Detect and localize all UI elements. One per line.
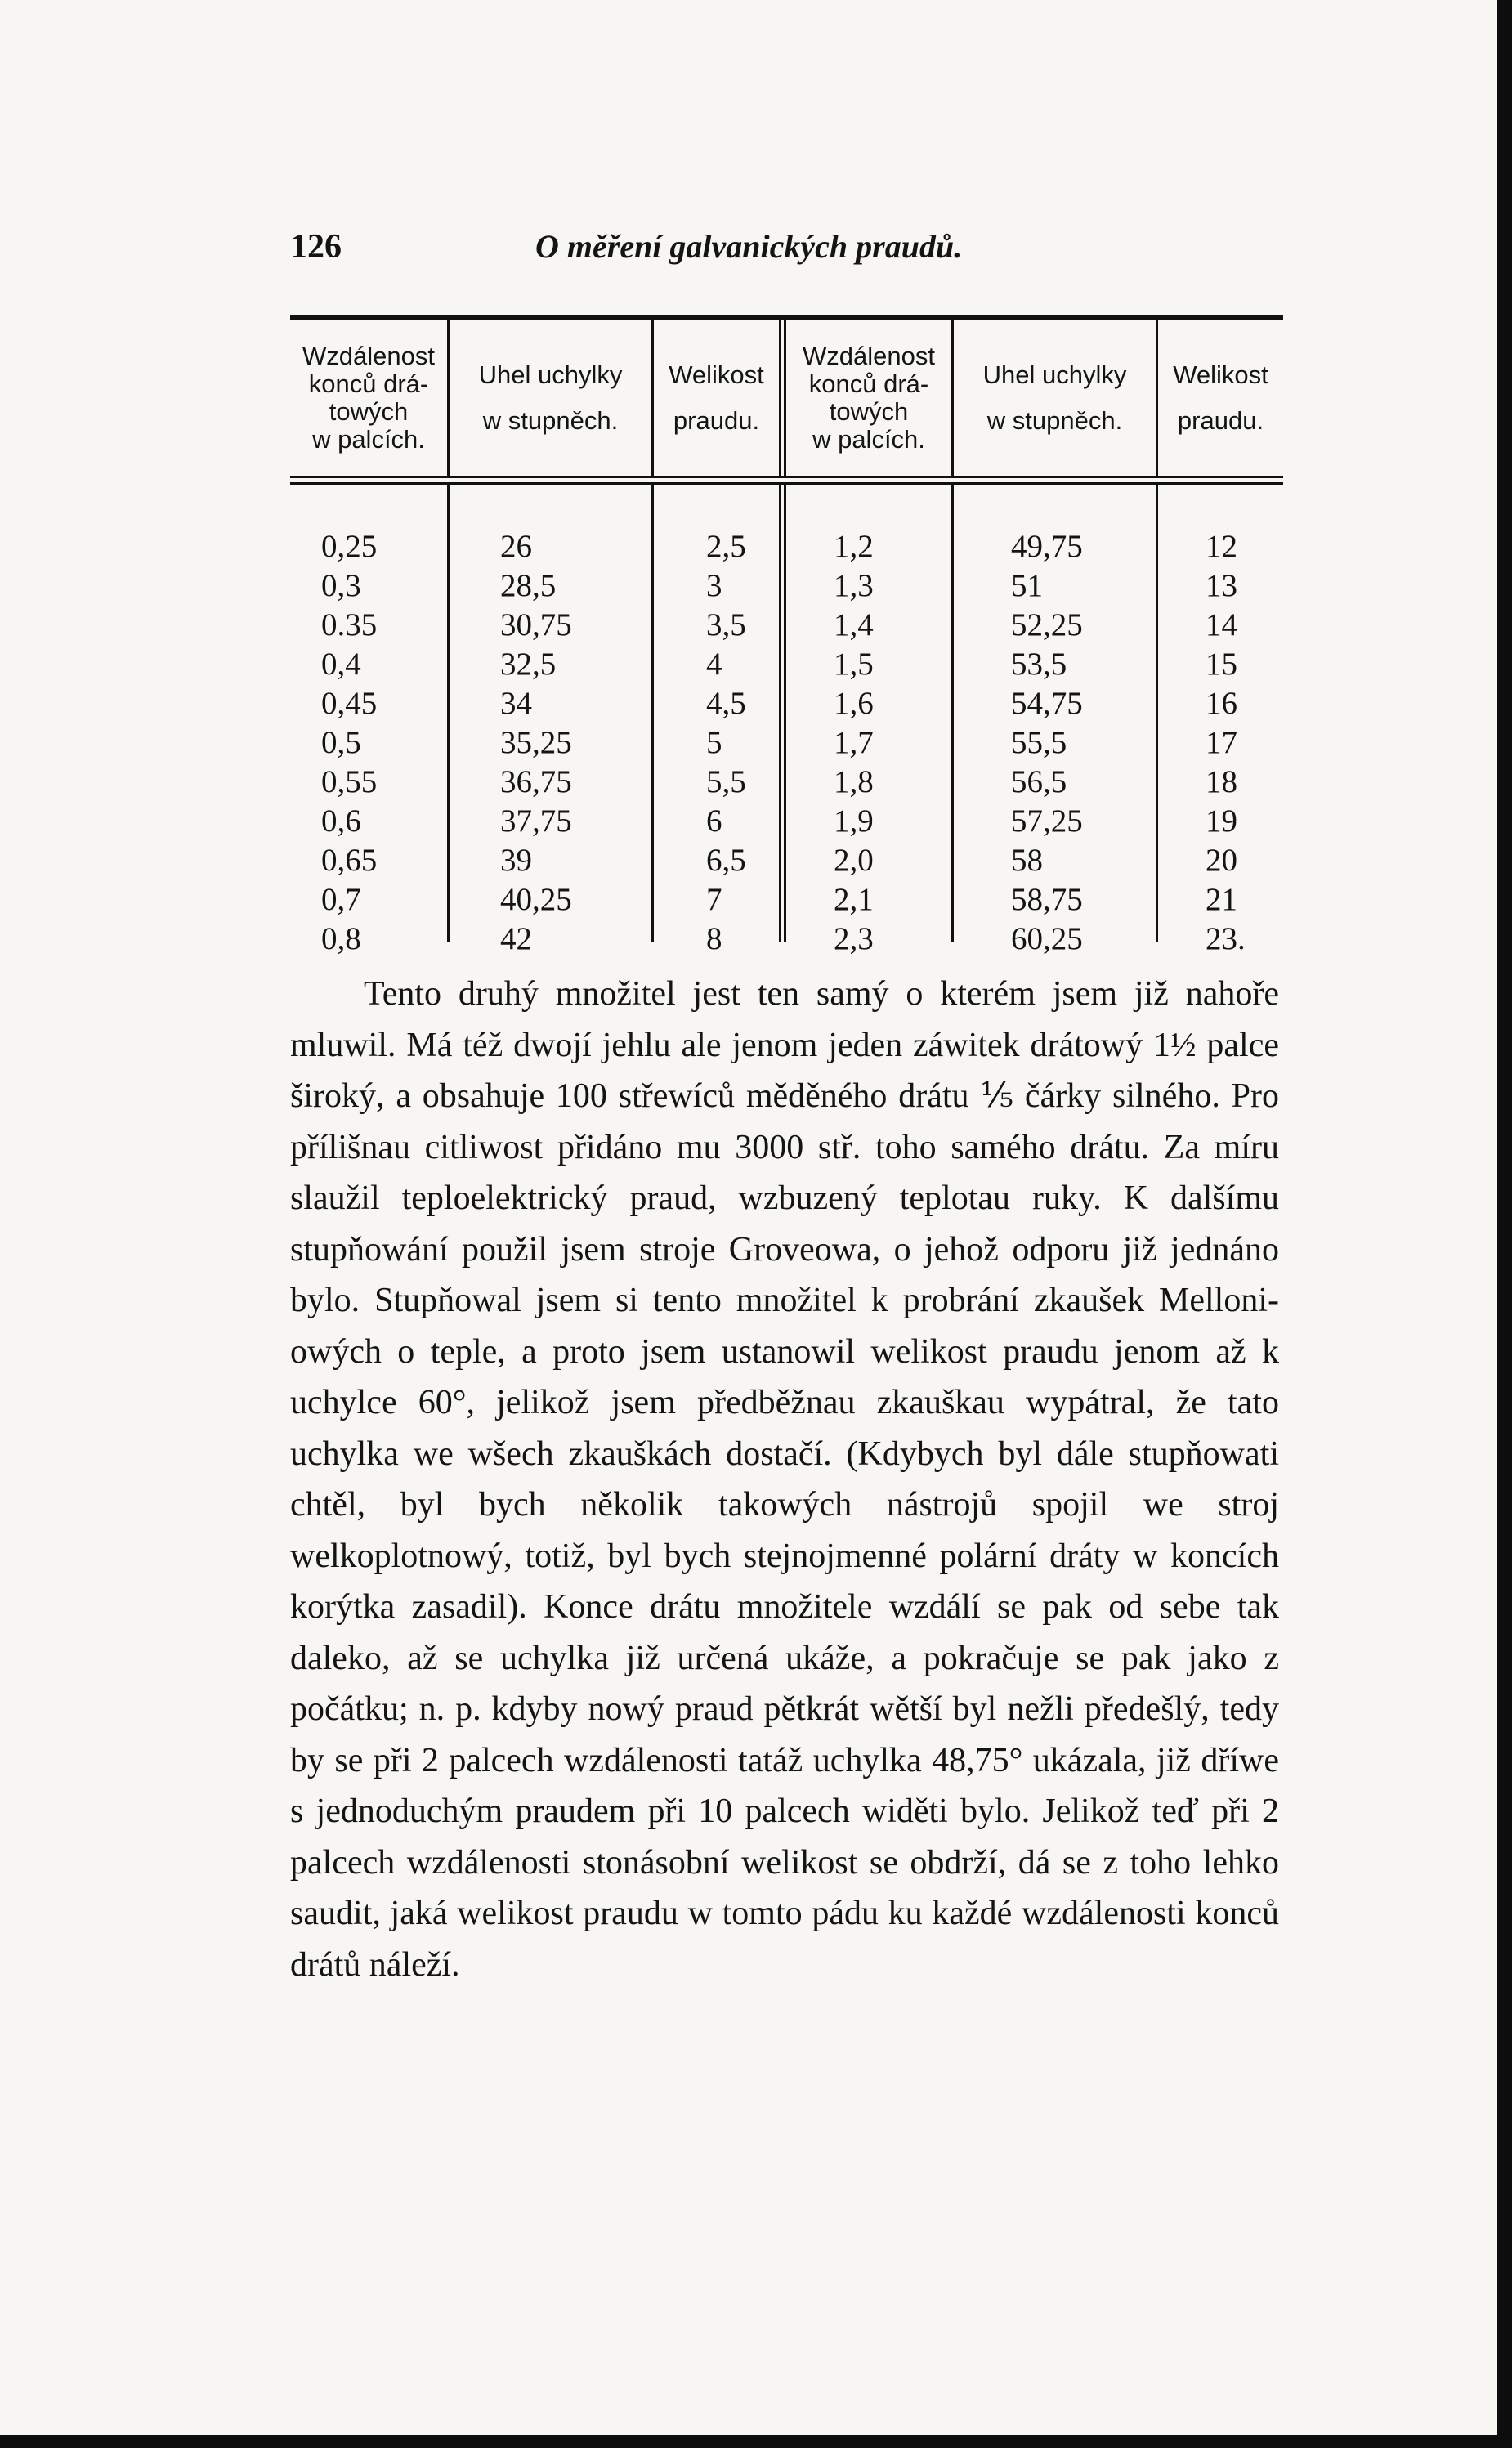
table-cell: 53,5: [1011, 647, 1067, 682]
table-cell: 57,25: [1011, 803, 1083, 839]
table-cell: 51: [1011, 568, 1043, 603]
column-angle-1: [450, 485, 654, 956]
table-cell: 40,25: [500, 882, 572, 917]
table-cell: 36,75: [500, 764, 572, 799]
table-cell: 12: [1206, 529, 1237, 564]
table-top-rule: [290, 315, 1283, 320]
table-cell: 55,5: [1011, 725, 1067, 760]
header-angle-1: Uhel uchylky w stupněch.: [450, 320, 654, 476]
table-cell: 1,7: [834, 725, 874, 760]
table-cell: 14: [1206, 607, 1237, 642]
header-angle-2: Uhel uchylky w stupněch.: [954, 320, 1158, 476]
table-cell: 3,5: [706, 607, 746, 642]
table-cell: 60,25: [1011, 921, 1083, 956]
table-cell: 0,8: [321, 921, 361, 956]
header-magnitude-2: Welikost praudu.: [1173, 360, 1268, 435]
measurement-table: [290, 315, 1283, 956]
scan-border-bottom: [0, 2435, 1512, 2448]
scan-border-right: [1497, 0, 1512, 2448]
table-cell: 0,25: [321, 529, 378, 564]
table-cell: 58: [1011, 843, 1043, 878]
page-header: [290, 221, 1287, 278]
table-cell: 2,0: [834, 843, 874, 878]
column-distance-1: [290, 485, 450, 956]
table-cell: 8: [706, 921, 722, 956]
table-cell: 4,5: [706, 686, 746, 721]
table-cell: 17: [1206, 725, 1237, 760]
table-cell: 2,3: [834, 921, 874, 956]
table-cell: 54,75: [1011, 686, 1083, 721]
table-cell: 34: [500, 686, 532, 721]
table-cell: 26: [500, 529, 532, 564]
running-title: O měření galvanických praudů.: [535, 228, 963, 265]
paragraph: Tento druhý množitel jest ten samý o kterém jsem již nahoře mluwil. Má též dwojí jehlu ale jenom jeden záwitek drátowý 1½ palce široký, a obsahuje 100 střewíců měděného drátu ⅕ čárky silného. Pro přílišnau citliwost přidáno mu 3000 stř. toho samého drátu. Za míru slaužil teploelektrický praud, wzbuzený teplotau ruky. K dalšímu stupňowání použil jsem stroje Groveowa, o jehož odporu již jednáno bylo. Stupňowal jsem si tento množitel k probrání zkaušek Melloni-owých o teple, a proto jsem ustanowil welikost praudu jenom až k uchylce 60°, jelikož jsem předběžnau zkauškau wypátral, že tato uchylka we wšech zkauškách dostačí. (Kdybych byl dále stupňowati chtěl, byl bych několik takowých nástrojů spojil we stroj welkoplotnowý, totiž, byl bych stejnojmenné polární dráty w koncích korýtka zasadil). Konce drátu množitele wzdálí se pak od sebe tak daleko, až se uchylka již určená ukáže, a pokračuje se pak jako z počátku; n. p. kdyby nowý praud pětkrát wětší byl nežli předešlý, tedy by se při 2 palcech wzdálenosti tatáž uchylka 48,75° ukázala, již dříwe s jednoduchým praudem při 10 palcech widěti bylo. Jelikož teď při 2 palcech wzdálenosti stonásobní welikost se obdrží, dá se z toho lehko saudit, jaká welikost praudu w tomto pádu ku každé wzdálenosti konců drátů náleží.: [290, 975, 1279, 1984]
table-cell: 0,5: [321, 725, 361, 760]
table-cell: 2,1: [834, 882, 874, 917]
table-cell: 1,8: [834, 764, 874, 799]
table-cell: 1,4: [834, 607, 874, 642]
table-cell: 32,5: [500, 647, 557, 682]
column-magnitude-2: [1158, 485, 1283, 956]
table-cell: 3: [706, 568, 722, 603]
table-cell: 42: [500, 921, 532, 956]
table-cell: 37,75: [500, 803, 572, 839]
table-cell: 6: [706, 803, 722, 839]
column-distance-2: [786, 485, 954, 956]
table-cell: 18: [1206, 764, 1237, 799]
table-cell: 0,7: [321, 882, 361, 917]
table-cell: 7: [706, 882, 722, 917]
table-cell: 1,9: [834, 803, 874, 839]
table-cell: 0,3: [321, 568, 361, 603]
table-cell: 39: [500, 843, 532, 878]
table-body: [290, 485, 1283, 956]
table-cell: 0,4: [321, 647, 361, 682]
table-cell: 2,5: [706, 529, 746, 564]
table-cell: 52,25: [1011, 607, 1083, 642]
table-cell: 1,5: [834, 647, 874, 682]
table-cell: 0,6: [321, 803, 361, 839]
body-text: [290, 969, 1279, 1990]
table-cell: 0,65: [321, 843, 378, 878]
table-cell: 1,6: [834, 686, 874, 721]
table-cell: 0,45: [321, 686, 378, 721]
table-cell: 21: [1206, 882, 1237, 917]
table-cell: 4: [706, 647, 722, 682]
table-cell: 0,55: [321, 764, 378, 799]
table-cell: 30,75: [500, 607, 572, 642]
table-header-row: [290, 320, 1283, 476]
table-cell: 20: [1206, 843, 1237, 878]
table-cell: 49,75: [1011, 529, 1083, 564]
table-cell: 5,5: [706, 764, 746, 799]
header-distance-2: Wzdálenost konců drá- towých w palcích.: [786, 320, 954, 476]
header-magnitude-1: Welikost praudu.: [654, 320, 786, 476]
table-cell: 28,5: [500, 568, 557, 603]
table-cell: 16: [1206, 686, 1237, 721]
table-cell: 35,25: [500, 725, 572, 760]
table-header-rule: [290, 476, 1283, 478]
header-distance-1: Wzdálenost konců drá- towých w palcích.: [290, 320, 450, 476]
table-cell: 23.: [1206, 921, 1246, 956]
column-angle-2: [954, 485, 1158, 956]
page-number: 126: [290, 228, 342, 266]
table-cell: 58,75: [1011, 882, 1083, 917]
table-cell: 13: [1206, 568, 1237, 603]
table-cell: 6,5: [706, 843, 746, 878]
table-cell: 56,5: [1011, 764, 1067, 799]
column-magnitude-1: [654, 485, 786, 956]
table-cell: 0.35: [321, 607, 378, 642]
table-cell: 15: [1206, 647, 1237, 682]
table-cell: 1,3: [834, 568, 874, 603]
table-cell: 5: [706, 725, 722, 760]
table-cell: 1,2: [834, 529, 874, 564]
table-cell: 19: [1206, 803, 1237, 839]
